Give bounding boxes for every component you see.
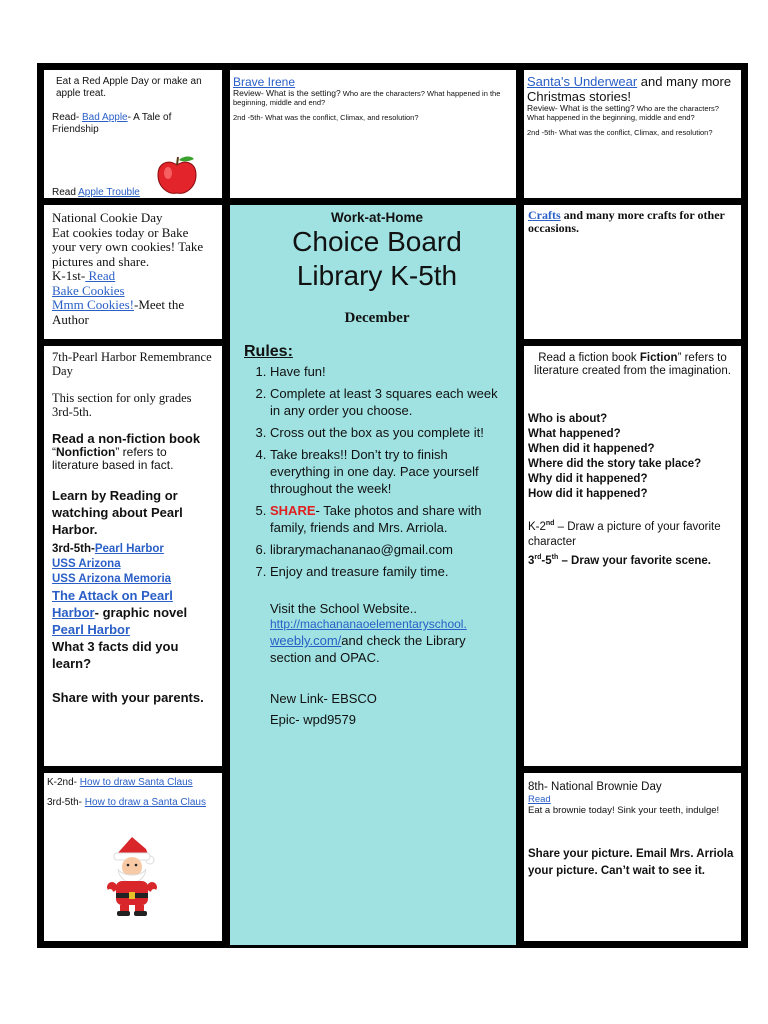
question-how: How did it happened? xyxy=(528,488,648,500)
pearl-harbor-link[interactable]: Pearl Harbor xyxy=(94,543,164,555)
santas-underwear-link[interactable]: Santa's Underwear xyxy=(527,74,638,89)
work-at-home-heading: Work-at-Home xyxy=(330,210,423,225)
bake-cookies-link[interactable]: Bake Cookies xyxy=(52,282,125,298)
uss-arizona-memorial-link[interactable]: USS Arizona Memoria xyxy=(52,573,172,585)
pearl-harbor-grades: This section for only grades 3rd-5th. xyxy=(52,391,192,419)
cell-santas-underwear: Santa's Underwear and many more Christmas stories! Review- What is the setting? Who are the characters? What happened in the beginning, middle and end? 2nd -5th- What was the conflict, Climax, and resolution? xyxy=(524,70,741,198)
school-website-link-2[interactable]: weebly.com/ xyxy=(270,633,342,648)
question-when: When did it happened? xyxy=(528,443,655,455)
facts-question: What 3 facts did you learn? xyxy=(52,639,179,671)
question-what: What happened? xyxy=(528,428,621,440)
cell-crafts: Crafts and many more crafts for other occasions. xyxy=(524,205,741,339)
brave-irene-grade: 2nd -5th- What was the conflict, Climax, and resolution? xyxy=(233,113,419,122)
cell-pearl-harbor: 7th-Pearl Harbor Remembrance Day This section for only grades 3rd-5th. Read a non-fiction book “Nonfiction” refers to literature based in fact. Learn by Reading or watching about Pearl Harbor. 3rd-5th-Pearl Harbor USS Arizona USS Arizona Memoria The Attack on Pearl Harbor- graphic novel Pearl Harbor What 3 facts did you learn? Share with your parents. xyxy=(44,346,222,766)
rule-5: 5. SHARE- Take photos and share with family, friends and Mrs. Arriola. xyxy=(270,502,510,536)
cookie-day-title: National Cookie Day xyxy=(52,210,163,225)
learn-text: Learn by Reading or watching about Pearl Harbor. xyxy=(52,488,183,537)
rule-3: 3. Cross out the box as you complete it! xyxy=(270,424,510,441)
bad-apple-link[interactable]: Bad Apple xyxy=(82,112,128,123)
crafts-link[interactable]: Crafts xyxy=(528,208,561,222)
brave-irene-review: Review- What is the setting? Who are the characters? What happened in the beginning, middle and end? xyxy=(233,88,501,107)
santas-underwear-grade: 2nd -5th- What was the conflict, Climax, and resolution? xyxy=(527,128,713,137)
draw-santa-link[interactable]: How to draw Santa Claus xyxy=(79,777,193,788)
rule-2: 2. Complete at least 3 squares each week in any order you choose. xyxy=(270,385,510,419)
cookie-read-link[interactable]: Read xyxy=(85,268,116,283)
cell-fiction xyxy=(524,346,741,766)
attack-on-pearl-harbor-link[interactable]: The Attack on Pearl Harbor xyxy=(52,588,173,620)
choice-board-grid xyxy=(37,63,748,948)
cell-draw-santa: K-2nd- How to draw Santa Claus 3rd-5th- How to draw a Santa Claus xyxy=(44,773,222,941)
santa-claus-icon xyxy=(102,835,162,917)
g35-draw-task: 3rd-5th – Draw your favorite scene. xyxy=(528,553,712,567)
share-parents: Share with your parents. xyxy=(52,690,204,705)
rule-7: 7. Enjoy and treasure family time. xyxy=(270,563,510,580)
nonfiction-definition: “Nonfiction” refers to literature based in fact. xyxy=(52,445,174,472)
brownie-day-title: 8th- National Brownie Day xyxy=(528,781,662,793)
school-website-block: Visit the School Website.. http://machananaoelementaryschool. weebly.com/and check the Library section and OPAC. New Link- EBSCO Epic- wpd9579 xyxy=(244,600,510,728)
cell-cookie-day: National Cookie Day Eat cookies today or Bake your very own cookies! Take pictures and share. K-1st- Read Bake Cookies Mmm Cookies!-Meet the Author xyxy=(44,205,222,339)
draw-santa-link-2[interactable]: How to draw a Santa Claus xyxy=(84,797,206,808)
red-apple-icon xyxy=(154,155,200,197)
brownie-read-link[interactable]: Read xyxy=(528,794,551,805)
rule-1: 1. Have fun! xyxy=(270,363,510,380)
fiction-definition: Read a fiction book Fiction” refers to literature created from the imagination. xyxy=(534,352,731,377)
center-panel xyxy=(230,205,516,945)
mmm-cookies-link[interactable]: Mmm Cookies! xyxy=(52,297,134,312)
epic-code-text: Epic- wpd9579 xyxy=(270,712,356,727)
rule-4: 4. Take breaks!! Don’t try to finish everything in one day. Pace yourself throughout the week! xyxy=(270,446,510,497)
cookie-day-text: Eat cookies today or Bake your very own cookies! Take pictures and share. xyxy=(52,224,204,269)
brownie-day-text: Eat a brownie today! Sink your teeth, indulge! xyxy=(528,805,720,816)
apple-read2-line: Read Apple Trouble xyxy=(52,187,140,198)
fiction-questions xyxy=(528,412,737,502)
ebsco-link-text: New Link- EBSCO xyxy=(270,691,377,706)
apple-read-line: Read- Bad Apple- A Tale of Friendship xyxy=(52,112,172,135)
school-website-link[interactable]: http://machananaoelementaryschool. xyxy=(270,617,467,631)
cell-brave-irene xyxy=(230,70,516,198)
page-title: Choice Board xyxy=(292,226,462,257)
rule-6-email[interactable]: 6. librarymachananao@gmail.com xyxy=(270,541,510,558)
nonfiction-heading: Read a non-fiction book xyxy=(52,431,201,446)
question-who: Who is about? xyxy=(528,413,608,425)
question-where: Where did the story take place? xyxy=(528,458,702,470)
santas-underwear-review: Review- What is the setting? Who are the characters? What happened in the beginning, middle and end? xyxy=(527,103,719,122)
rules-heading: Rules: xyxy=(244,343,293,360)
rules-list xyxy=(244,363,510,580)
apple-trouble-link[interactable]: Apple Trouble xyxy=(78,187,140,198)
k2-draw-task: K-2nd – Draw a picture of your favorite character xyxy=(528,520,721,548)
pearl-harbor-link-2[interactable]: Pearl Harbor xyxy=(52,622,131,637)
cell-red-apple-day xyxy=(44,70,222,198)
page-subtitle: Library K-5th xyxy=(296,260,458,291)
apple-day-text: Eat a Red Apple Day or make an apple treat. xyxy=(56,76,202,99)
question-why: Why did it happened? xyxy=(528,473,648,485)
brave-irene-link[interactable]: Brave Irene xyxy=(233,75,296,89)
brownie-share-text: Share your picture. Email Mrs. Arriola your picture. Can’t wait to see it. xyxy=(528,848,734,877)
pearl-harbor-title: 7th-Pearl Harbor Remembrance Day xyxy=(52,350,212,378)
month-label: December xyxy=(344,310,410,326)
cell-brownie-day xyxy=(524,773,741,941)
visit-text: Visit the School Website.. xyxy=(270,601,417,616)
uss-arizona-link[interactable]: USS Arizona xyxy=(52,558,121,570)
